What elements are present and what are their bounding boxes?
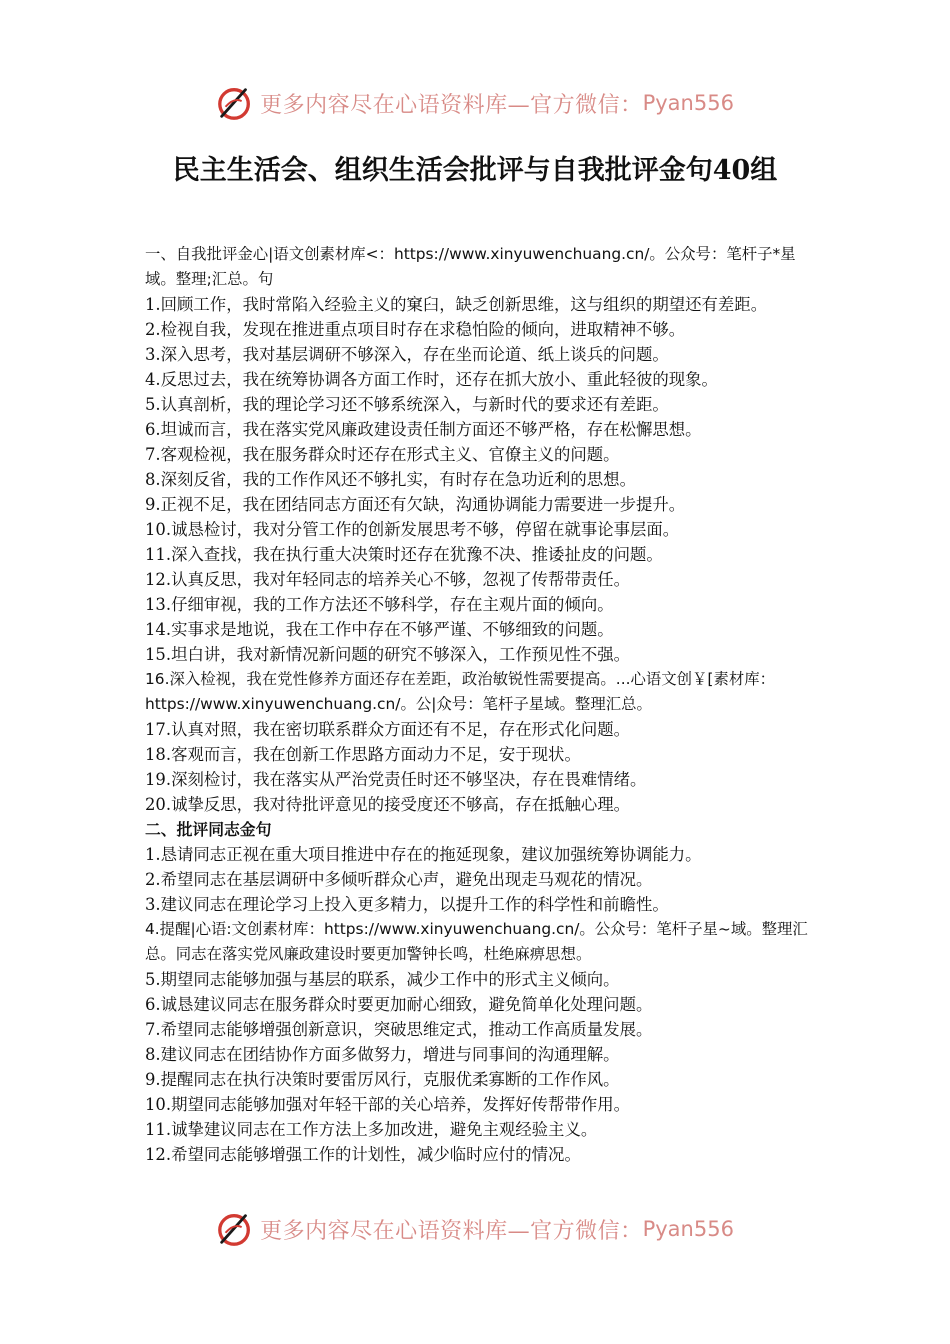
- list-item: 9.提醒同志在执行决策时要雷厉风行，克服优柔寡断的工作作风。: [145, 1070, 620, 1089]
- list-item: 10.期望同志能够加强对年轻干部的关心培养，发挥好传帮带作用。: [145, 1095, 631, 1114]
- list-item: 13.仔细审视，我的工作方法还不够科学，存在主观片面的倾向。: [145, 595, 614, 614]
- section1-heading: 一、自我批评金心|语文创素材库<：https://www.xinyuwenchuang.cn/。公众号：笔杆子*星域。整理;汇总。句: [145, 245, 796, 288]
- list-item: 17.认真对照，我在密切联系群众方面还有不足，存在形式化问题。: [145, 720, 631, 739]
- list-item: 10.诚恳检讨，我对分管工作的创新发展思考不够，停留在就事论事层面。: [145, 520, 680, 539]
- list-item: 15.坦白讲，我对新情况新问题的研究不够深入，工作预见性不强。: [145, 645, 631, 664]
- brush-logo-icon: [216, 1210, 254, 1248]
- list-item: 6.诚恳建议同志在服务群众时要更加耐心细致，避免简单化处理问题。: [145, 995, 653, 1014]
- list-item: 5.期望同志能够加强与基层的联系，减少工作中的形式主义倾向。: [145, 970, 620, 989]
- list-item: 11.深入查找，我在执行重大决策时还存在犹豫不决、推诿扯皮的问题。: [145, 545, 663, 564]
- list-item: 9.正视不足，我在团结同志方面还有欠缺，沟通协调能力需要进一步提升。: [145, 495, 686, 514]
- list-item: 3.建议同志在理论学习上投入更多精力，以提升工作的科学性和前瞻性。: [145, 895, 669, 914]
- list-item: 7.客观检视，我在服务群众时还存在形式主义、官僚主义的问题。: [145, 445, 620, 464]
- list-item: 6.坦诚而言，我在落实党风廉政建设责任制方面还不够严格，存在松懈思想。: [145, 420, 702, 439]
- document-title: 民主生活会、组织生活会批评与自我批评金句40组: [172, 155, 778, 186]
- list-item: 2.检视自我，发现在推进重点项目时存在求稳怕险的倾向，进取精神不够。: [145, 320, 686, 339]
- list-item: 11.诚挚建议同志在工作方法上多加改进，避免主观经验主义。: [145, 1120, 598, 1139]
- list-item: 7.希望同志能够增强创新意识，突破思维定式，推动工作高质量发展。: [145, 1020, 653, 1039]
- banner-wechat-id: Pyan556: [642, 91, 734, 115]
- footer-banner: [0, 1204, 950, 1254]
- list-item: 19.深刻检讨，我在落实从严治党责任时还不够坚决，存在畏难情绪。: [145, 770, 647, 789]
- list-item: 18.客观而言，我在创新工作思路方面动力不足，安于现状。: [145, 745, 581, 764]
- banner-text: 更多内容尽在心语资料库—官方微信：: [260, 1218, 643, 1244]
- brush-logo-icon: [216, 84, 254, 122]
- list-item: 12.认真反思，我对年轻同志的培养关心不够，忽视了传帮带责任。: [145, 570, 631, 589]
- section2-heading: 二、批评同志金句: [145, 820, 272, 839]
- list-item: 2.希望同志在基层调研中多倾听群众心声，避免出现走马观花的情况。: [145, 870, 653, 889]
- list-item: 4.提醒|心语:文创素材库：https://www.xinyuwenchuang.cn/。公众号：笔杆子星~域。整理汇总。同志在落实党风廉政建设时要更加警钟长鸣，杜绝麻痹思想。: [145, 920, 808, 963]
- banner-wechat-id: Pyan556: [642, 1217, 734, 1241]
- list-item: 4.反思过去，我在统筹协调各方面工作时，还存在抓大放小、重此轻彼的现象。: [145, 370, 718, 389]
- list-item: 1.回顾工作，我时常陷入经验主义的窠臼，缺乏创新思维，这与组织的期望还有差距。: [145, 295, 768, 314]
- list-item: 14.实事求是地说，我在工作中存在不够严谨、不够细致的问题。: [145, 620, 614, 639]
- list-item: 16.深入检视，我在党性修养方面还存在差距，政治敏锐性需要提高。...心语文创￥[素材库：https://www.xinyuwenchuang.cn/。公|众号：笔杆子星域。整理汇总。: [145, 670, 776, 713]
- list-item: 8.建议同志在团结协作方面多做努力，增进与同事间的沟通理解。: [145, 1045, 620, 1064]
- list-item: 12.希望同志能够增强工作的计划性，减少临时应付的情况。: [145, 1145, 581, 1164]
- banner-text: 更多内容尽在心语资料库—官方微信：: [260, 92, 643, 118]
- list-item: 8.深刻反省，我的工作作风还不够扎实，有时存在急功近利的思想。: [145, 470, 636, 489]
- list-item: 3.深入思考，我对基层调研不够深入，存在坐而论道、纸上谈兵的问题。: [145, 345, 669, 364]
- list-item: 1.恳请同志正视在重大项目推进中存在的拖延现象，建议加强统筹协调能力。: [145, 845, 702, 864]
- list-item: 5.认真剖析，我的理论学习还不够系统深入，与新时代的要求还有差距。: [145, 395, 669, 414]
- document-body: [145, 242, 813, 1167]
- list-item: 20.诚挚反思，我对待批评意见的接受度还不够高，存在抵触心理。: [145, 795, 631, 814]
- header-banner: [0, 78, 950, 128]
